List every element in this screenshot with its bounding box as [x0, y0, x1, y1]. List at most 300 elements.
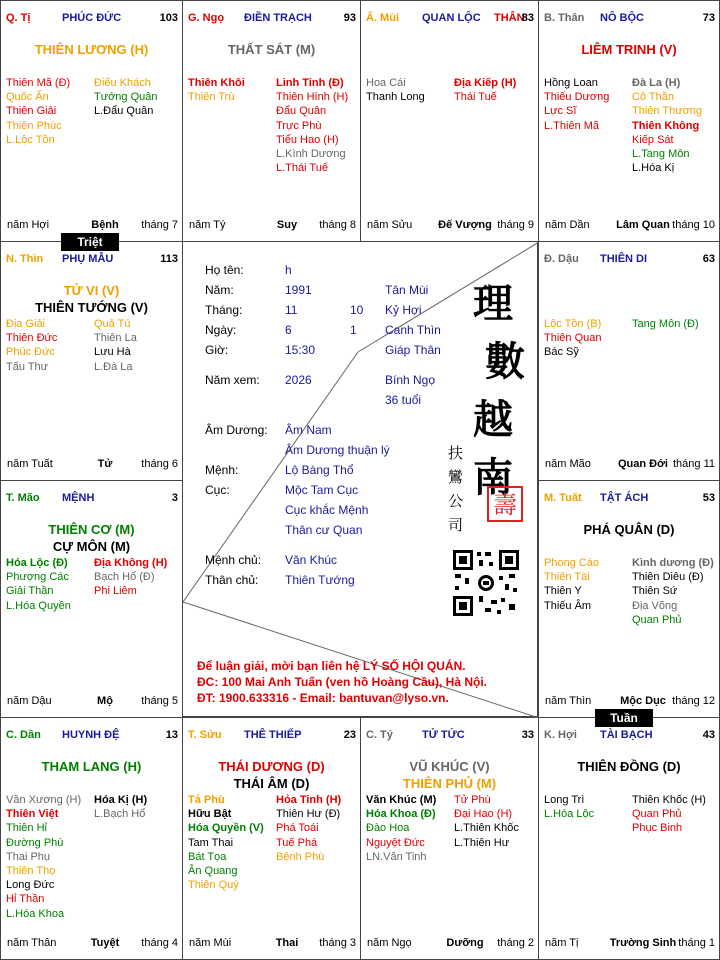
- palace-stage: Quan Đới: [618, 458, 668, 470]
- menh-chu-label: Mệnh chủ:: [205, 553, 262, 567]
- palace-p8: [538, 480, 720, 718]
- minor-star: Lưu Hà: [94, 346, 131, 359]
- palace-p11: [360, 717, 539, 960]
- palace-name: TÀI BẠCH: [600, 729, 653, 741]
- minor-star: Thiên Hỉ: [6, 822, 47, 835]
- minor-star: L.Hóa Lộc: [544, 808, 595, 821]
- palace-footer: [189, 937, 356, 951]
- minor-stars-left: [188, 76, 272, 104]
- palace-age: 83: [521, 12, 534, 24]
- palace-name: THIÊN DI: [600, 253, 648, 265]
- minor-star: Long Đức: [6, 879, 55, 892]
- palace-branch: T. Mão: [6, 492, 40, 504]
- minor-star: Thiên Sứ: [632, 585, 678, 598]
- palace-header: [6, 492, 178, 508]
- minor-star: L.Hóa Khoa: [6, 907, 65, 920]
- palace-branch: C. Tý: [366, 729, 393, 741]
- minor-star: Tuế Phá: [276, 836, 318, 849]
- palace-age: 73: [702, 12, 715, 24]
- palace-header: [544, 729, 715, 745]
- minor-star: Điếu Khách: [94, 77, 151, 89]
- minor-star: Kiếp Sát: [632, 133, 674, 146]
- palace-footer: [7, 458, 178, 472]
- palace-header: [188, 729, 356, 745]
- minor-stars-right: [454, 76, 538, 104]
- minor-stars-left: [188, 793, 272, 892]
- red-seal-stamp: 壽: [487, 486, 523, 522]
- minor-star: Bạch Hổ (Đ): [94, 571, 155, 584]
- name-value: h: [285, 263, 292, 277]
- main-stars: [183, 758, 360, 792]
- minor-star: Linh Tinh (Đ): [276, 77, 344, 89]
- minor-star: Thiên Trù: [188, 91, 235, 104]
- palace-p4: [538, 0, 720, 242]
- main-star: LIÊM TRINH (V): [581, 42, 677, 57]
- minor-star: Thanh Long: [366, 91, 425, 104]
- palace-stage: Thai: [275, 937, 299, 949]
- minor-star: Thiên Phúc: [6, 119, 62, 132]
- minor-star: Quốc Ấn: [6, 91, 49, 104]
- palace-month: tháng 8: [319, 219, 356, 231]
- minor-star: Tam Thai: [188, 836, 234, 849]
- menh-label: Mệnh:: [205, 463, 239, 477]
- minor-star: L.Đẩu Quân: [94, 105, 154, 118]
- calligraphy-side-3: 公: [448, 492, 464, 510]
- calligraphy-char-2: 數: [485, 338, 525, 385]
- view-year-can-chi: Bính Ngọ: [385, 373, 436, 387]
- palace-name: QUAN LỘC: [422, 12, 481, 24]
- age-value: 36 tuổi: [385, 393, 422, 407]
- hour-can-chi: Giáp Thân: [385, 343, 441, 357]
- palace-stage: Bệnh: [91, 219, 119, 231]
- palace-header: [544, 492, 715, 508]
- minor-star: Thiên Y: [544, 585, 582, 598]
- minor-star: Địa Không (H): [94, 557, 168, 569]
- am-duong-value: Âm Nam: [285, 423, 332, 437]
- qr-code-icon: [451, 548, 521, 618]
- palace-month: tháng 2: [497, 937, 534, 949]
- minor-star: Hỏa Tinh (H): [276, 794, 342, 806]
- minor-star: Thiên Khốc (H): [632, 794, 706, 806]
- minor-star: Thái Tuế: [454, 91, 497, 104]
- palace-month: tháng 1: [678, 937, 715, 949]
- palace-year: năm Tuất: [7, 458, 53, 470]
- minor-star: L.Lộc Tồn: [6, 133, 55, 146]
- hour-value: 15:30: [285, 343, 316, 357]
- minor-star: Thiên Việt: [6, 808, 59, 821]
- minor-star: Hóa Kị (H): [94, 794, 148, 806]
- minor-stars-right: [632, 317, 718, 331]
- palace-stage: Mộ: [97, 695, 113, 707]
- main-stars: [539, 41, 719, 58]
- minor-star: Thiên Quý: [188, 879, 239, 892]
- palace-name: HUYNH ĐỆ: [62, 729, 120, 741]
- year-value: 1991: [285, 283, 312, 297]
- palace-footer: [189, 219, 356, 233]
- minor-star: Thiên Diêu (Đ): [632, 571, 704, 584]
- contact-line-1: Để luận giải, mời bạn liên hệ LÝ SỐ HỘI QUÁN.: [197, 659, 466, 673]
- palace-age: 103: [159, 12, 178, 24]
- minor-star: Thiếu Âm: [544, 599, 592, 612]
- palace-year: năm Tị: [545, 937, 579, 949]
- minor-star: L.Tang Môn: [632, 148, 690, 161]
- palace-p3: [360, 0, 539, 242]
- palace-stage: Mộc Dục: [620, 695, 666, 707]
- minor-star: Văn Xương (H): [6, 794, 82, 806]
- minor-star: Thiên Mã (Đ): [6, 77, 71, 89]
- palace-branch: Ấ. Mùi: [366, 12, 399, 24]
- minor-stars-right: [632, 793, 718, 836]
- minor-stars-right: [94, 556, 180, 599]
- palace-month: tháng 3: [319, 937, 356, 949]
- palace-month: tháng 9: [497, 219, 534, 231]
- palace-branch: T. Sửu: [188, 729, 222, 741]
- minor-star: Nguyệt Đức: [366, 836, 425, 849]
- cuc-note: Cục khắc Mệnh: [285, 503, 369, 517]
- palace-name: TỬ TỨC: [422, 729, 465, 741]
- palace-footer: [545, 219, 715, 233]
- view-year-label: Năm xem:: [205, 373, 260, 387]
- main-star: THẤT SÁT (M): [227, 42, 316, 57]
- than-chu-value: Thiên Tướng: [285, 573, 355, 587]
- palace-header: [6, 12, 178, 28]
- palace-footer: [545, 695, 715, 709]
- palace-footer: [7, 695, 178, 709]
- palace-header: [6, 729, 178, 745]
- palace-age: 113: [160, 253, 178, 265]
- minor-stars-left: [6, 556, 92, 613]
- minor-star: Thiên La: [94, 332, 137, 345]
- minor-star: Hóa Lộc (Đ): [6, 557, 68, 569]
- minor-star: Quan Phủ: [632, 613, 682, 626]
- palace-age: 33: [521, 729, 534, 741]
- minor-star: Tả Phù: [188, 794, 225, 806]
- minor-star: Thiên Quan: [544, 332, 602, 345]
- palace-p2: [182, 0, 361, 242]
- minor-stars-left: [544, 556, 630, 613]
- main-star: THIÊN ĐỒNG (D): [577, 759, 681, 774]
- minor-star: Hỉ Thần: [6, 893, 45, 906]
- minor-stars-left: [366, 793, 450, 864]
- minor-star: Lộc Tồn (B): [544, 318, 602, 330]
- palace-year: năm Dậu: [7, 695, 52, 707]
- minor-star: Tiểu Hao (H): [276, 133, 339, 146]
- main-stars: [361, 758, 538, 792]
- minor-star: Bệnh Phù: [276, 850, 325, 863]
- main-stars: [183, 41, 360, 58]
- minor-stars-left: [6, 317, 92, 374]
- palace-branch: K. Hợi: [544, 729, 577, 741]
- calligraphy-side-4: 司: [448, 516, 464, 534]
- palace-year: năm Sửu: [367, 219, 413, 231]
- minor-stars-right: [94, 793, 180, 821]
- day-can-chi: Canh Thìn: [385, 323, 441, 337]
- minor-star: L.Thiên Khốc: [454, 822, 519, 835]
- main-star: PHÁ QUÂN (D): [583, 522, 675, 537]
- minor-star: Tướng Quân: [94, 91, 158, 104]
- palace-p10: [182, 717, 361, 960]
- minor-star: Đà La (H): [632, 77, 681, 89]
- main-star: THAM LANG (H): [41, 759, 142, 774]
- minor-star: Ân Quang: [188, 865, 238, 878]
- minor-star: Tấu Thư: [6, 360, 49, 373]
- palace-header: [544, 253, 715, 269]
- minor-star: Giải Thần: [6, 585, 54, 598]
- palace-branch: Q. Tị: [6, 12, 31, 24]
- minor-star: L.Hóa Kị: [632, 162, 675, 175]
- palace-branch: B. Thân: [544, 12, 585, 24]
- palace-age: 43: [702, 729, 715, 741]
- minor-star: Long Trì: [544, 794, 585, 806]
- month-value: 11: [285, 303, 298, 317]
- palace-month: tháng 4: [141, 937, 178, 949]
- month-lunar: 10: [350, 303, 364, 317]
- minor-star: Hữu Bật: [188, 808, 232, 821]
- palace-header: [366, 729, 534, 745]
- palace-header: [544, 12, 715, 28]
- palace-year: năm Thìn: [545, 695, 592, 707]
- palace-name: PHỤ MẪU: [62, 253, 114, 265]
- main-stars: [539, 758, 719, 775]
- palace-branch: M. Tuất: [544, 492, 582, 504]
- palace-branch: N. Thìn: [6, 253, 44, 265]
- palace-month: tháng 6: [141, 458, 178, 470]
- minor-stars-right: [632, 556, 718, 627]
- cuc-value: Mộc Tam Cục: [285, 483, 359, 497]
- day-value: 6: [285, 323, 292, 337]
- menh-chu-value: Văn Khúc: [285, 553, 338, 567]
- center-info-panel: [182, 241, 538, 717]
- palace-age: 13: [165, 729, 178, 741]
- palace-p6: [538, 241, 720, 481]
- minor-stars-left: [6, 76, 92, 147]
- minor-star: Thiên Khôi: [188, 77, 245, 89]
- minor-star: Phượng Các: [6, 571, 69, 584]
- main-star: THÁI ÂM (D): [233, 776, 310, 791]
- minor-star: Bác Sỹ: [544, 346, 579, 359]
- palace-year: năm Tý: [189, 219, 226, 231]
- palace-header: [366, 12, 534, 28]
- palace-year: năm Ngọ: [367, 937, 412, 949]
- minor-stars-left: [6, 793, 92, 921]
- palace-p9: [0, 717, 183, 960]
- palace-month: tháng 11: [672, 458, 715, 470]
- palace-month: tháng 12: [672, 695, 715, 707]
- minor-star: Tang Môn (Đ): [632, 318, 699, 330]
- minor-stars-left: [544, 76, 630, 133]
- minor-stars-right: [632, 76, 718, 175]
- minor-star: Địa Võng: [632, 599, 678, 612]
- main-stars: [1, 521, 182, 555]
- palace-age: 23: [343, 729, 356, 741]
- minor-stars-right: [276, 793, 360, 864]
- minor-star: Phong Cáo: [544, 557, 600, 569]
- palace-age: 53: [702, 492, 715, 504]
- minor-stars-right: [454, 793, 538, 850]
- palace-year: năm Mão: [545, 458, 591, 470]
- minor-stars-left: [544, 793, 630, 821]
- minor-star: Quan Phủ: [632, 808, 682, 821]
- year-label: Năm:: [205, 283, 234, 297]
- day-label: Ngày:: [205, 323, 237, 337]
- view-year-value: 2026: [285, 373, 312, 387]
- palace-header: [188, 12, 356, 28]
- palace-month: tháng 10: [672, 219, 715, 231]
- triet-marker: Triệt: [61, 233, 119, 251]
- minor-stars-left: [544, 317, 630, 360]
- palace-stage: Đế Vượng: [438, 219, 492, 231]
- calligraphy-char-1: 理: [473, 280, 513, 327]
- palace-stage: Tuyệt: [90, 937, 120, 949]
- palace-footer: [7, 937, 178, 951]
- minor-star: Thiên Thương: [632, 105, 703, 118]
- main-star: THIÊN LƯƠNG (H): [34, 42, 149, 57]
- minor-star: Cô Thần: [632, 91, 674, 104]
- menh-value: Lộ Bàng Thổ: [285, 463, 354, 477]
- minor-star: Địa Giải: [6, 318, 46, 330]
- palace-header: [6, 253, 178, 269]
- minor-star: L.Thái Tuế: [276, 162, 328, 175]
- minor-star: Tử Phù: [454, 794, 491, 806]
- palace-footer: [7, 219, 178, 233]
- palace-stage: Lâm Quan: [616, 219, 670, 231]
- minor-star: Thiên Hình (H): [276, 91, 349, 104]
- minor-star: Thiên Thọ: [6, 865, 56, 878]
- palace-footer: [545, 458, 715, 472]
- year-can-chi: Tân Mùi: [385, 283, 429, 297]
- minor-star: LN.Văn Tinh: [366, 850, 427, 863]
- tuan-marker: Tuần: [595, 709, 653, 727]
- calligraphy-char-3: 越: [473, 396, 513, 443]
- minor-star: L.Thiên Mã: [544, 119, 600, 132]
- minor-star: Thiên Đức: [6, 332, 58, 345]
- palace-footer: [367, 937, 534, 951]
- minor-star: Phi Liêm: [94, 585, 137, 598]
- cuc-label: Cục:: [205, 483, 230, 497]
- contact-address: ĐC: 100 Mai Anh Tuấn (ven hồ Hoàng Cầu), Hà Nội.: [197, 675, 488, 689]
- palace-stage: Trường Sinh: [609, 937, 677, 949]
- hour-label: Giờ:: [205, 343, 229, 357]
- main-star: THÁI DƯƠNG (D): [218, 759, 325, 774]
- palace-p12: [538, 717, 720, 960]
- palace-age: 93: [343, 12, 356, 24]
- minor-star: Bát Tọa: [188, 850, 227, 863]
- day-lunar: 1: [350, 323, 357, 337]
- main-star: TỬ VI (V): [63, 283, 120, 298]
- palace-stage: Dưỡng: [446, 937, 484, 949]
- minor-star: Hóa Quyền (V): [188, 822, 264, 835]
- palace-name: TẬT ÁCH: [600, 492, 649, 504]
- than-cu-note: Thân cư Quan: [285, 523, 363, 537]
- palace-month: tháng 7: [141, 219, 178, 231]
- palace-stage: Suy: [276, 219, 298, 231]
- main-stars: [1, 41, 182, 58]
- minor-star: Phục Binh: [632, 822, 683, 835]
- minor-star: Trực Phù: [276, 119, 322, 132]
- palace-branch: Đ. Dậu: [544, 253, 579, 265]
- minor-star: L.Kình Dương: [276, 148, 346, 161]
- minor-star: Thiên Không: [632, 119, 700, 132]
- minor-star: Đẩu Quân: [276, 105, 327, 118]
- calligraphy-side-1: 扶: [448, 444, 464, 462]
- main-star: THIÊN CƠ (M): [48, 522, 135, 537]
- minor-star: L.Thiên Hư: [454, 836, 510, 849]
- main-stars: [539, 521, 719, 538]
- calligraphy-side-2: 鸞: [448, 468, 464, 486]
- main-star: VŨ KHÚC (V): [409, 759, 490, 774]
- main-stars: [1, 282, 182, 316]
- minor-star: Đại Hao (H): [454, 808, 513, 821]
- calligraphy-char-4: 南: [473, 454, 513, 501]
- palace-p5: [0, 241, 183, 481]
- palace-footer: [545, 937, 715, 951]
- palace-year: năm Thân: [7, 937, 57, 949]
- palace-month: tháng 5: [141, 695, 178, 707]
- minor-star: L.Bạch Hổ: [94, 808, 146, 821]
- minor-star: L.Đà La: [94, 360, 133, 373]
- minor-star: Đào Hoa: [366, 822, 410, 835]
- palace-year: năm Hợi: [7, 219, 50, 231]
- palace-stage: Tử: [97, 458, 113, 470]
- minor-star: Lực Sĩ: [544, 105, 577, 118]
- am-duong-note: Âm Dương thuận lý: [285, 443, 390, 457]
- minor-star: Thiếu Dương: [544, 91, 610, 104]
- palace-year: năm Mùi: [189, 937, 232, 949]
- contact-phone-email[interactable]: ĐT: 1900.633316 - Email: bantuvan@lyso.vn.: [197, 691, 449, 705]
- minor-stars-right: [94, 317, 180, 374]
- main-star: THIÊN PHỦ (M): [402, 776, 497, 791]
- palace-age: 3: [171, 492, 178, 504]
- palace-name: NÔ BỘC: [600, 12, 644, 24]
- name-label: Họ tên:: [205, 263, 244, 277]
- minor-star: L.Hóa Quyền: [6, 599, 71, 612]
- minor-star: Thiên Hư (Đ): [276, 808, 341, 821]
- month-label: Tháng:: [205, 303, 243, 317]
- main-stars: [1, 758, 182, 775]
- palace-name: MỆNH: [62, 492, 95, 504]
- minor-stars-left: [366, 76, 450, 104]
- am-duong-label: Âm Dương:: [205, 423, 268, 437]
- palace-year: năm Dần: [545, 219, 590, 231]
- minor-star: Thai Phụ: [6, 850, 51, 863]
- than-chu-label: Thân chủ:: [205, 573, 259, 587]
- minor-star: Phá Toái: [276, 822, 319, 835]
- palace-age: 63: [702, 253, 715, 265]
- minor-star: Hoa Cái: [366, 77, 406, 89]
- palace-name: PHÚC ĐỨC: [62, 12, 122, 24]
- minor-star: Quả Tú: [94, 318, 131, 330]
- main-star: CỰ MÔN (M): [52, 539, 131, 554]
- palace-footer: [367, 219, 534, 233]
- minor-star: Phúc Đức: [6, 346, 55, 359]
- minor-star: Hồng Loan: [544, 77, 598, 89]
- palace-p1: [0, 0, 183, 242]
- palace-name: ĐIỀN TRẠCH: [244, 12, 312, 24]
- palace-name: THÊ THIẾP: [244, 729, 302, 741]
- month-can-chi: Kỷ Hợi: [385, 303, 422, 317]
- minor-star: Thiên Giải: [6, 105, 57, 118]
- minor-stars-right: [94, 76, 180, 119]
- minor-star: Địa Kiếp (H): [454, 77, 517, 89]
- palace-branch: G. Ngọ: [188, 12, 225, 24]
- palace-p7: [0, 480, 183, 718]
- minor-star: Văn Khúc (M): [366, 794, 437, 806]
- minor-star: Thiên Tài: [544, 571, 590, 584]
- minor-star: Kình dương (Đ): [632, 557, 714, 569]
- minor-stars-right: [276, 76, 360, 175]
- main-star: THIÊN TƯỚNG (V): [35, 300, 148, 315]
- than-marker: THÂN: [494, 12, 525, 24]
